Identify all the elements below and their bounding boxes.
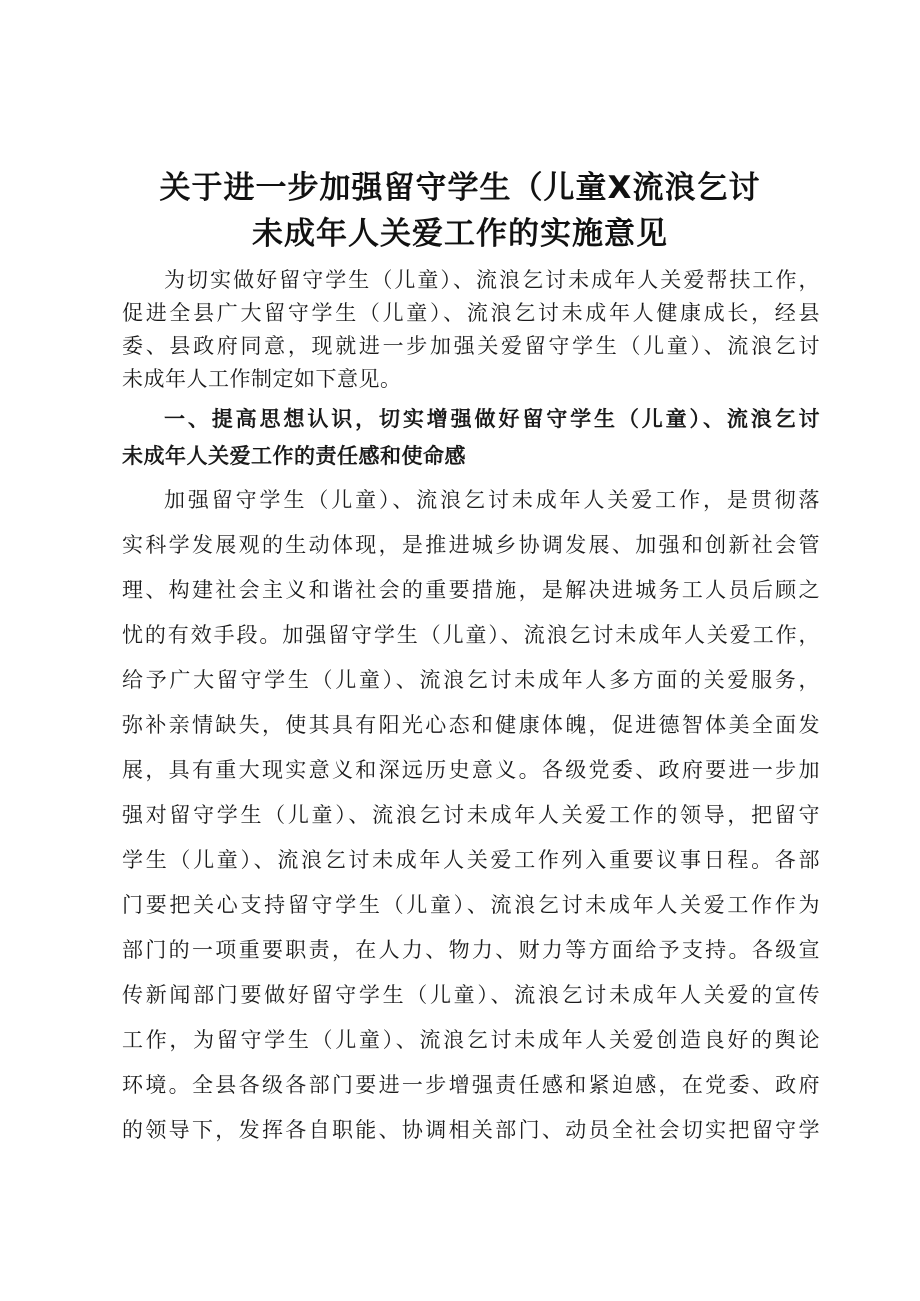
section-heading-line: 一、提高思想认识，切实增强做好留守学生（儿童）、流浪乞讨 <box>164 407 820 431</box>
section-heading-line: 未成年人关爱工作的责任感和使命感 <box>122 444 466 468</box>
intro-paragraph-line: 委、县政府同意，现就进一步加强关爱留守学生（儿童）、流浪乞讨 <box>122 334 820 358</box>
intro-paragraph-line: 未成年人工作制定如下意见。 <box>122 367 402 391</box>
body-paragraph-line: 给予广大留守学生（儿童）、流浪乞讨未成年人多方面的关爱服务， <box>122 668 820 692</box>
body-paragraph-line: 弥补亲情缺失，使其具有阳光心态和健康体魄，促进德智体美全面发 <box>122 713 820 737</box>
body-paragraph-line: 忧的有效手段。加强留守学生（儿童）、流浪乞讨未成年人关爱工作， <box>122 623 820 647</box>
intro-paragraph-line: 为切实做好留守学生（儿童）、流浪乞讨未成年人关爱帮扶工作， <box>164 268 820 292</box>
body-paragraph-line: 工作，为留守学生（儿童）、流浪乞讨未成年人关爱创造良好的舆论 <box>122 1028 820 1052</box>
body-paragraph-line: 学生（儿童）、流浪乞讨未成年人关爱工作列入重要议事日程。各部 <box>122 848 820 872</box>
document-title-line-1: 关于进一步加强留守学生（儿童X流浪乞讨 <box>159 170 761 206</box>
body-paragraph-line: 强对留守学生（儿童）、流浪乞讨未成年人关爱工作的领导，把留守 <box>122 803 820 827</box>
document-title-line-2: 未成年人关爱工作的实施意见 <box>252 216 668 252</box>
body-paragraph-line: 实科学发展观的生动体现，是推进城乡协调发展、加强和创新社会管 <box>122 533 820 557</box>
body-paragraph-line: 加强留守学生（儿童）、流浪乞讨未成年人关爱工作，是贯彻落 <box>164 488 820 512</box>
body-paragraph-line: 的领导下，发挥各自职能、协调相关部门、动员全社会切实把留守学 <box>122 1118 820 1142</box>
intro-paragraph-line: 促进全县广大留守学生（儿童）、流浪乞讨未成年人健康成长，经县 <box>122 301 820 325</box>
body-paragraph-line: 理、构建社会主义和谐社会的重要措施，是解决进城务工人员后顾之 <box>122 578 820 602</box>
body-paragraph-line: 展，具有重大现实意义和深远历史意义。各级党委、政府要进一步加 <box>122 758 820 782</box>
body-paragraph-line: 部门的一项重要职责，在人力、物力、财力等方面给予支持。各级宣 <box>122 938 820 962</box>
body-paragraph-line: 门要把关心支持留守学生（儿童）、流浪乞讨未成年人关爱工作作为 <box>122 893 820 917</box>
body-paragraph-line: 环境。全县各级各部门要进一步增强责任感和紧迫感，在党委、政府 <box>122 1073 820 1097</box>
body-paragraph-line: 传新闻部门要做好留守学生（儿童）、流浪乞讨未成年人关爱的宣传 <box>122 983 820 1007</box>
